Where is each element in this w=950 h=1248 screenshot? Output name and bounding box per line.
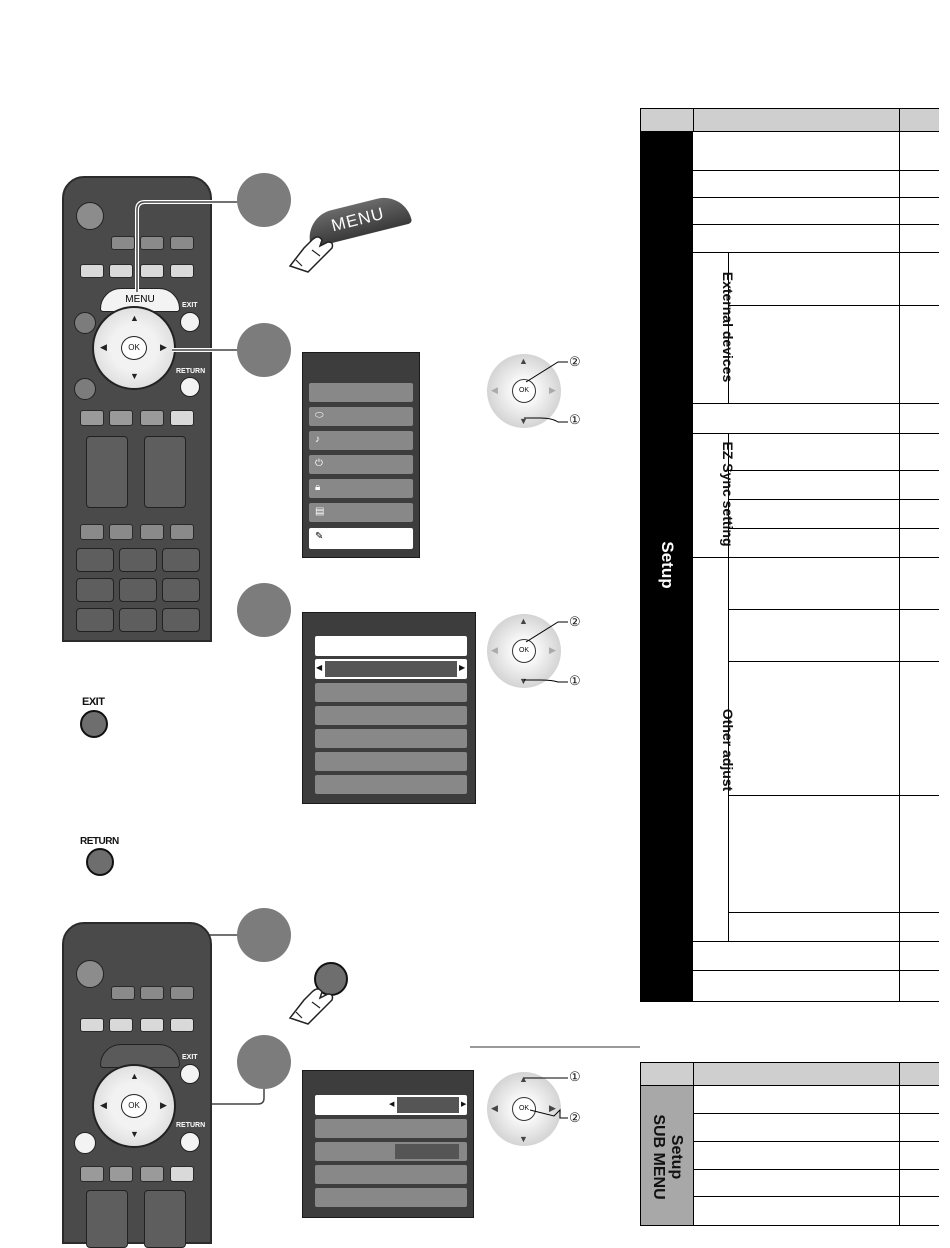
main-menu-osd — [302, 352, 420, 558]
group-ez-sync: EZ Sync setting — [720, 441, 736, 547]
power-icon: ⏻ — [315, 458, 323, 469]
setup-menu-item[interactable] — [315, 683, 467, 702]
setup-section-label: Setup — [658, 541, 677, 589]
return-key-label: RETURN — [176, 368, 206, 375]
marker-one: ① — [569, 673, 581, 688]
marker-two: ② — [569, 614, 581, 629]
hand-icon — [282, 972, 342, 1028]
table-row — [729, 796, 939, 913]
remote-key[interactable] — [80, 1166, 104, 1182]
step-circle — [237, 323, 291, 377]
marker-one: ① — [569, 412, 581, 427]
table-row — [693, 198, 939, 225]
table-row — [693, 1114, 939, 1142]
ok-key-label: OK — [128, 1101, 140, 1110]
setup-menu-item[interactable] — [315, 729, 467, 748]
return-key-label: RETURN — [176, 1122, 206, 1129]
wrench-icon: ✎ — [315, 531, 324, 542]
sub-menu-item[interactable] — [315, 1188, 467, 1207]
remote-key[interactable] — [80, 1018, 104, 1032]
menu-key-label: MENU — [125, 294, 155, 305]
setup-menu-header — [315, 636, 467, 656]
dpad-diagram: ▲ ▼ ◀ ▶ OK — [487, 614, 561, 688]
lock-icon: 🔒︎ — [315, 482, 321, 493]
menu-item[interactable] — [309, 455, 413, 474]
sub-menu-table — [640, 1062, 939, 1226]
table-row — [693, 171, 939, 198]
hand-icon — [282, 220, 342, 276]
remote-key[interactable] — [170, 1018, 194, 1032]
table-row — [729, 471, 939, 500]
group-other-adjust: Other adjust — [720, 708, 736, 792]
dpad-diagram: ▲ ▼ ◀ ▶ OK — [487, 354, 561, 428]
setup-menu-item[interactable] — [315, 752, 467, 771]
card-icon: ▤ — [315, 506, 325, 517]
remote-key[interactable] — [140, 1018, 164, 1032]
setup-menu-item[interactable] — [315, 706, 467, 725]
menu-callout-label: MENU — [329, 203, 387, 236]
table-row — [693, 1142, 939, 1170]
menu-item[interactable] — [309, 407, 413, 426]
sub-menu-selected-row[interactable]: ◀ ▶ — [315, 1095, 467, 1115]
exit-key[interactable] — [180, 1064, 200, 1084]
remote-key[interactable] — [140, 1166, 164, 1182]
table-row — [729, 558, 939, 610]
table-row — [693, 942, 939, 971]
power-button[interactable] — [76, 960, 104, 988]
sub-menu-item[interactable] — [315, 1119, 467, 1138]
sub-menu-item[interactable] — [315, 1142, 467, 1161]
return-key[interactable] — [180, 1132, 200, 1152]
picture-icon: ⬭ — [315, 410, 324, 421]
ok-key-label: OK — [128, 343, 140, 352]
return-legend-label: RETURN — [80, 836, 119, 847]
dpad[interactable]: ▲ ▼ ◀ ▶ OK — [92, 306, 176, 390]
menu-item[interactable] — [309, 383, 413, 402]
table-row — [729, 610, 939, 662]
music-note-icon: ♪ — [315, 434, 320, 445]
table-row — [729, 253, 939, 306]
exit-legend-label: EXIT — [82, 696, 105, 708]
remote-key[interactable] — [140, 986, 164, 1000]
setup-menu-selected-row[interactable]: ◀ ▶ — [315, 659, 467, 679]
menu-item[interactable] — [309, 479, 413, 498]
menu-item[interactable] — [309, 431, 413, 450]
group-external-devices: External devices — [720, 271, 736, 383]
table-header — [641, 1063, 939, 1086]
menu-item-selected[interactable] — [309, 528, 413, 549]
table-row — [693, 1086, 939, 1114]
table-row — [693, 306, 939, 404]
table-row — [693, 132, 939, 171]
dpad-diagram: ▲ ▼ ◀ ▶ OK — [487, 1072, 561, 1146]
setup-menu-item[interactable] — [315, 775, 467, 794]
channel-rocker[interactable] — [144, 1190, 186, 1248]
exit-key-label: EXIT — [182, 302, 198, 309]
side-key[interactable] — [74, 1132, 96, 1154]
remote-key[interactable] — [170, 1166, 194, 1182]
setup-menu-osd — [302, 612, 476, 804]
remote-key[interactable] — [109, 1018, 133, 1032]
step-circle — [237, 173, 291, 227]
exit-key-label: EXIT — [182, 1054, 198, 1061]
remote-key[interactable] — [111, 986, 135, 1000]
ok-key[interactable] — [121, 1094, 147, 1118]
remote-key[interactable] — [170, 986, 194, 1000]
return-legend-button — [86, 848, 114, 876]
marker-two: ② — [569, 354, 581, 369]
table-row — [729, 500, 939, 529]
table-row — [729, 434, 939, 471]
marker-one: ① — [569, 1069, 581, 1084]
exit-legend-button — [80, 710, 108, 738]
volume-rocker[interactable] — [86, 1190, 128, 1248]
table-row — [693, 913, 939, 942]
setup-table — [640, 108, 939, 1002]
marker-two: ② — [569, 1110, 581, 1125]
dpad[interactable]: ▲ ▼ ◀ ▶ OK — [92, 1064, 176, 1148]
table-row — [693, 1170, 939, 1197]
table-header — [641, 109, 939, 132]
remote-key[interactable] — [109, 1166, 133, 1182]
step-circle — [237, 908, 291, 962]
step-circle — [237, 583, 291, 637]
remote-bottom — [62, 922, 212, 1244]
menu-item[interactable] — [309, 503, 413, 522]
table-row — [729, 662, 939, 796]
sub-menu-section-label: Setup SUB MENU — [650, 1114, 685, 1200]
sub-menu-item[interactable] — [315, 1165, 467, 1184]
sub-menu-osd — [302, 1070, 474, 1218]
table-row — [693, 529, 939, 558]
step-circle — [237, 1035, 291, 1089]
